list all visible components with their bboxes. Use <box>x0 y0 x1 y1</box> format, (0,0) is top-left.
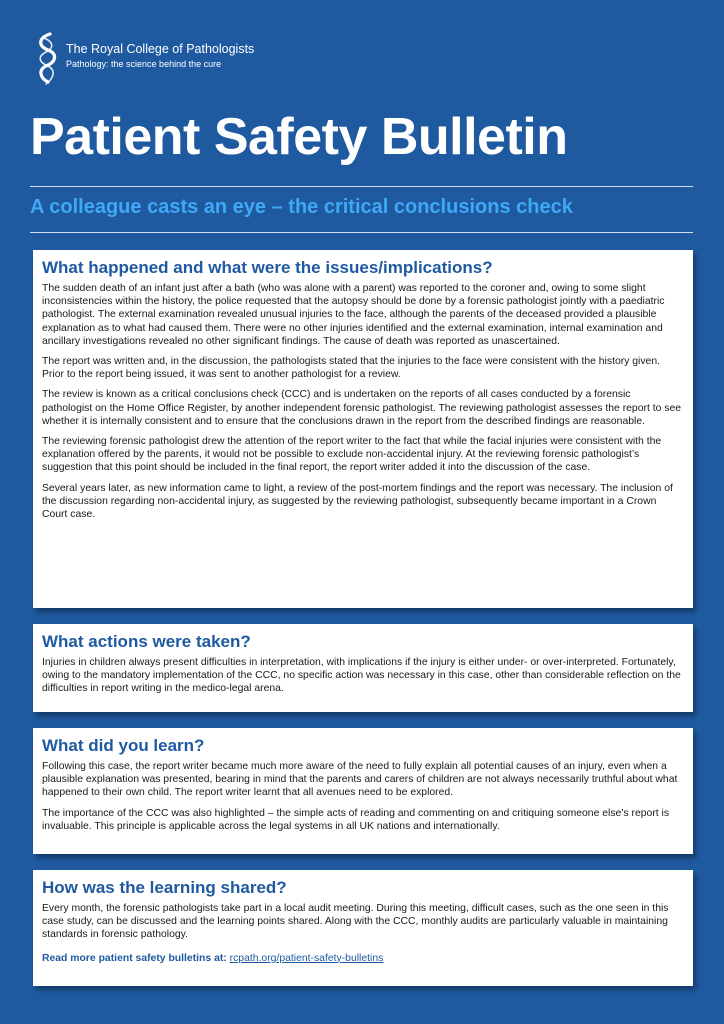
section-paragraph: The report was written and, in the discussion, the pathologists stated that the injuries to the face were consistent with the history given. Prior to the report being issued, it was sent to another pathologist for a review. <box>42 356 660 381</box>
section-paragraph: Following this case, the report writer became much more aware of the need to fully explain all potential causes of an injury, even when a plausible explanation was presented, bearing in mind that the parents and carers of children are not always necessarily truthful about what happened to their own child. The report writer learnt that all avenues need to be explored. <box>42 761 678 799</box>
section-paragraph: Several years later, as new information came to light, a review of the post-mortem findings and the report was necessary. The inclusion of the discussion regarding non-accidental injury, as suggested by the reviewing pathologist, subsequently became important in a Crown Court case. <box>42 482 673 521</box>
page-title: Patient Safety Bulletin <box>30 108 568 166</box>
section-heading: How was the learning shared? <box>42 878 287 897</box>
section-paragraph: Injuries in children always present difficulties in interpretation, with implications if the injury is either under- or over-interpreted. Fortunately, owing to the mandatory implementation of the CCC, no specific action was necessary in this case, other than considerable reflection on the difficulties in report writing in the medico-legal arena. <box>42 657 681 695</box>
section-learning-shared <box>33 870 693 986</box>
section-paragraph: Every month, the forensic pathologists take part in a local audit meeting. During this meeting, difficult cases, such as the one seen in this case study, can be discussed and the learning points shared. Along with the CCC, monthly audits are particularly valuable in maintaining standards in forensic pathology. <box>42 903 669 941</box>
subtitle-divider <box>30 232 693 233</box>
read-more-label: Read more patient safety bulletins at: <box>42 952 227 964</box>
org-name: The Royal College of Pathologists <box>66 42 255 56</box>
title-divider <box>30 186 693 187</box>
section-heading: What did you learn? <box>42 736 205 755</box>
read-more <box>42 952 683 966</box>
section-what-learned <box>33 728 693 854</box>
section-what-happened <box>33 250 693 608</box>
section-paragraph: The review is known as a critical conclusions check (CCC) and is undertaken on the reports of all cases conducted by a forensic pathologist on the Home Office Register, by another independent forensic pathologist. The reviewing pathologist assesses the report to see whether it is internally consistent and to ensure that the conclusions drawn in the report from the described findings are reasonable. <box>42 389 682 427</box>
section-heading: What actions were taken? <box>42 632 251 651</box>
section-heading: What happened and what were the issues/implications? <box>42 258 493 277</box>
section-paragraph: The reviewing forensic pathologist drew the attention of the report writer to the fact that while the facial injuries were consistent with the explanation offered by the parents, it would not be possible to exclude non-accidental injury. At the reviewing forensic pathologist’s suggestion that this point should be included in the final report, the report writer added it into the discussion of the case. <box>42 436 662 474</box>
section-actions-taken <box>33 624 693 712</box>
page-subtitle: A colleague casts an eye – the critical conclusions check <box>30 196 573 218</box>
section-paragraph: The importance of the CCC was also highlighted – the simple acts of reading and commenting on and critiquing someone else’s report is invaluable. This principle is applicable across the legal systems in all UK nations and internationally. <box>42 807 670 832</box>
bulletins-link[interactable]: rcpath.org/patient-safety-bulletins <box>229 952 384 964</box>
rcpath-logo <box>34 30 254 90</box>
org-tagline: Pathology: the science behind the cure <box>66 59 222 69</box>
section-paragraph: The sudden death of an infant just after a bath (who was alone with a parent) was reported to the coroner and, owing to some slight inconsistencies within the history, the police requested that the autopsy should be done by a forensic pathologist jointly with a paediatric pathologist. The external examination revealed unusual injuries to the face, although the parents of the deceased provided a plausible explanation as to what had caused them. There were no other injuries identified and the external examination, internal examination and ancillary investigations revealed no other significant findings. The cause of death was reported as unascertained. <box>42 283 665 347</box>
rcpath-helix-logo-icon <box>34 30 60 90</box>
